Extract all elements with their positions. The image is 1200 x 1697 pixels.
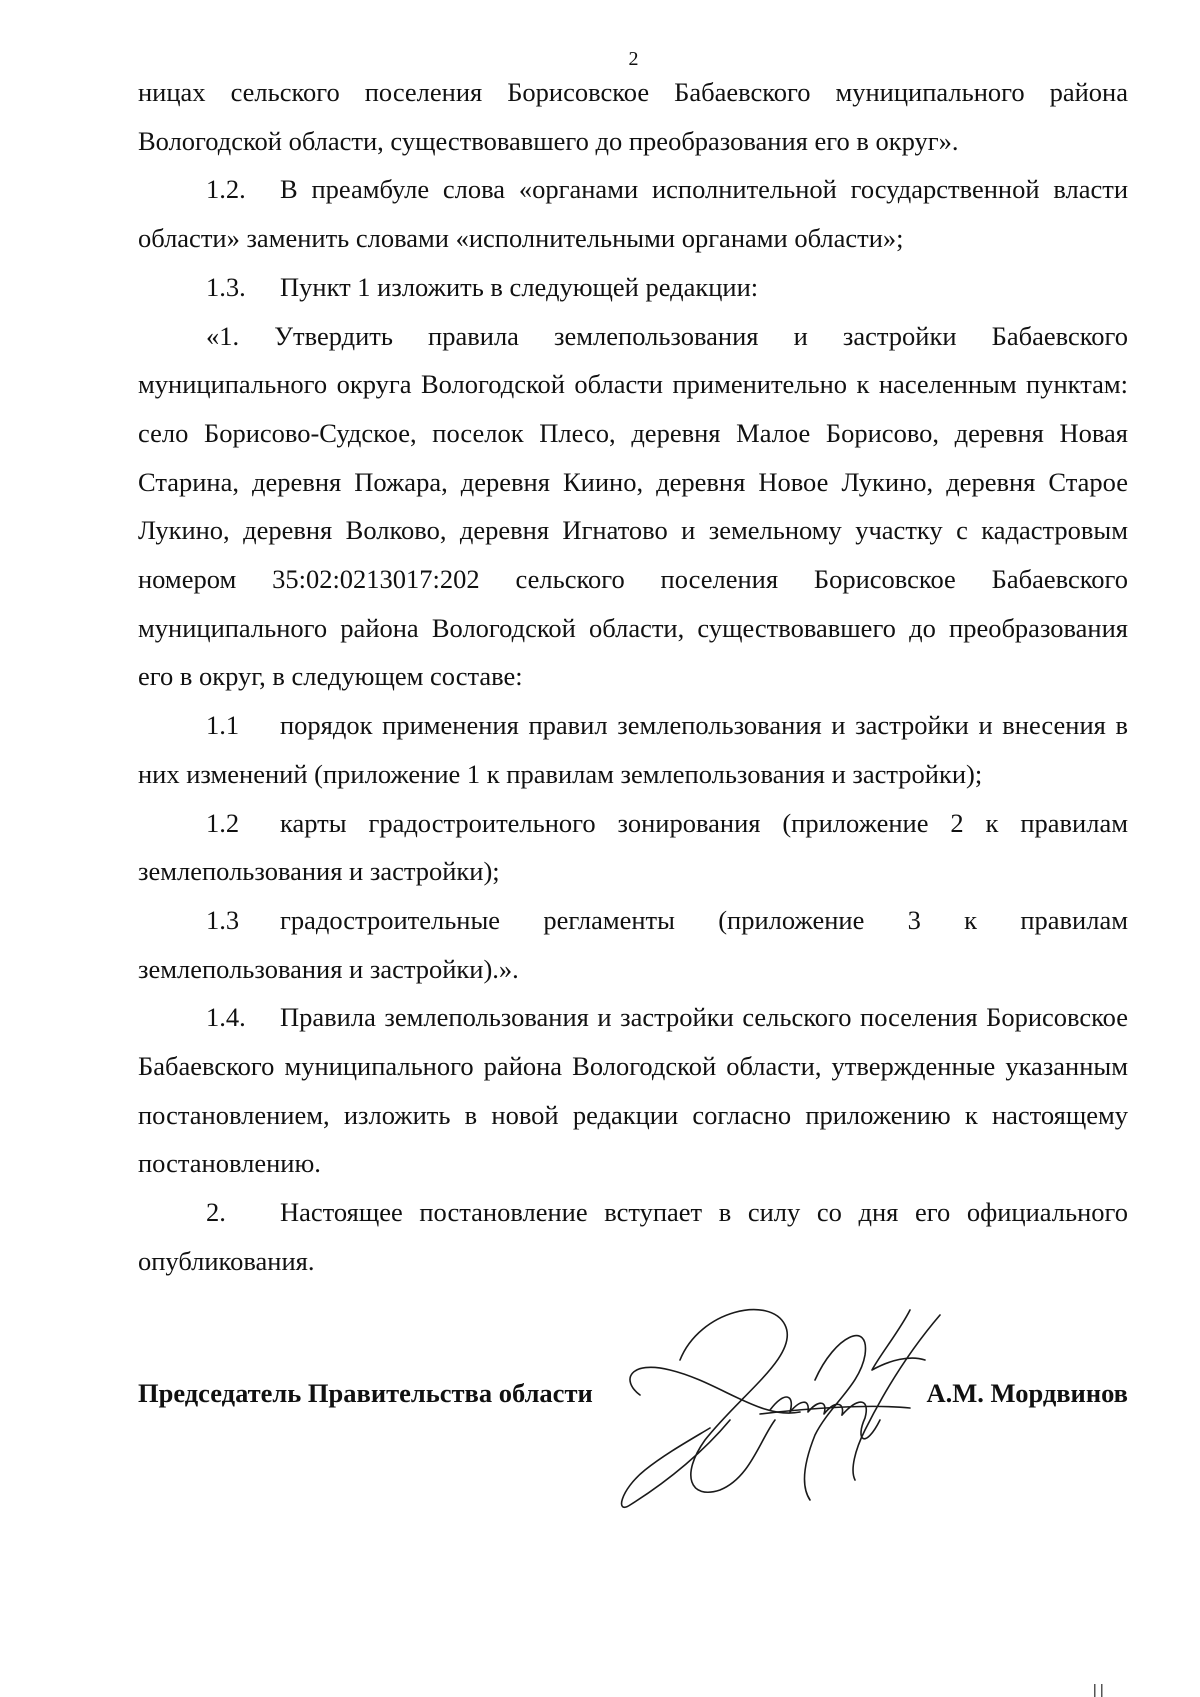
signatory-name: А.М. Мордвинов — [926, 1378, 1128, 1408]
paragraph-number: 1.1 — [206, 710, 240, 741]
paragraph-continuation: ницах сельского поселения Борисовское Бабаевского муниципального района Вологодской области, существовавшего до преобразования его в округ». — [138, 77, 1128, 156]
paragraph-text: Правила землепользования и застройки сельского поселения Борисовское Бабаевского муниципального района Вологодской области, утвержденные указанным постановлением, изложить в новой редакции согласно приложению к настоящему постановлению. — [138, 1002, 1128, 1179]
paragraph-number: 1.3 — [206, 904, 240, 935]
paragraph-number: 2. — [206, 1197, 226, 1228]
paragraph-1-4 — [138, 993, 1128, 1188]
signature-block — [138, 1378, 1128, 1418]
scan-artifact-icon — [1092, 1680, 1106, 1697]
document-body — [138, 68, 1128, 1286]
paragraph-text: градостроительные регламенты (приложение 3 к правилам землепользования и застройки).». — [138, 904, 1128, 984]
paragraph-number: 1.3. — [206, 271, 246, 302]
paragraph-1-3 — [138, 263, 1128, 312]
paragraph-quoted-point-1: «1. Утвердить правила землепользования и застройки Бабаевского муниципального округа Вологодской области применительно к населенным пунктам: село Борисово-Судское, поселок Плесо, деревня Малое Борисово, деревня Новая Старина, деревня Пожара, деревня Киино, деревня Новое Лукино, деревня Старое Лукино, деревня Волково, деревня Игнатово и земельному участку с кадастровым номером 35:02:0213017:202 сельского поселения Борисовское Бабаевского муниципального района Вологодской области, существовавшего до преобразования его в округ, в следующем составе: — [138, 320, 1128, 692]
signatory-role: Председатель Правительства области — [138, 1378, 593, 1408]
paragraph-sub-1-1 — [138, 701, 1128, 798]
paragraph-number: 1.2. — [206, 174, 246, 205]
paragraph-text: порядок применения правил землепользования и застройки и внесения в них изменений (приложение 1 к правилам землепользования и застройки); — [138, 710, 1128, 789]
paragraph-sub-1-3 — [138, 896, 1128, 993]
paragraph-sub-1-2 — [138, 799, 1128, 896]
paragraph-2 — [138, 1188, 1128, 1285]
paragraph-text: В преамбуле слова «органами исполнительной государственной власти области» заменить словами «исполнительными органами области»; — [138, 174, 1128, 254]
page-number: 2 — [628, 48, 639, 70]
paragraph-number: 1.4. — [206, 1002, 246, 1033]
paragraph-text: карты градостроительного зонирования (приложение 2 к правилам землепользования и застройки); — [138, 807, 1128, 887]
paragraph-1-2 — [138, 165, 1128, 262]
paragraph-text: Настоящее постановление вступает в силу со дня его официального опубликования. — [138, 1197, 1128, 1276]
paragraph-number: 1.2 — [206, 807, 240, 838]
paragraph-text: Пункт 1 изложить в следующей редакции: — [280, 271, 759, 302]
